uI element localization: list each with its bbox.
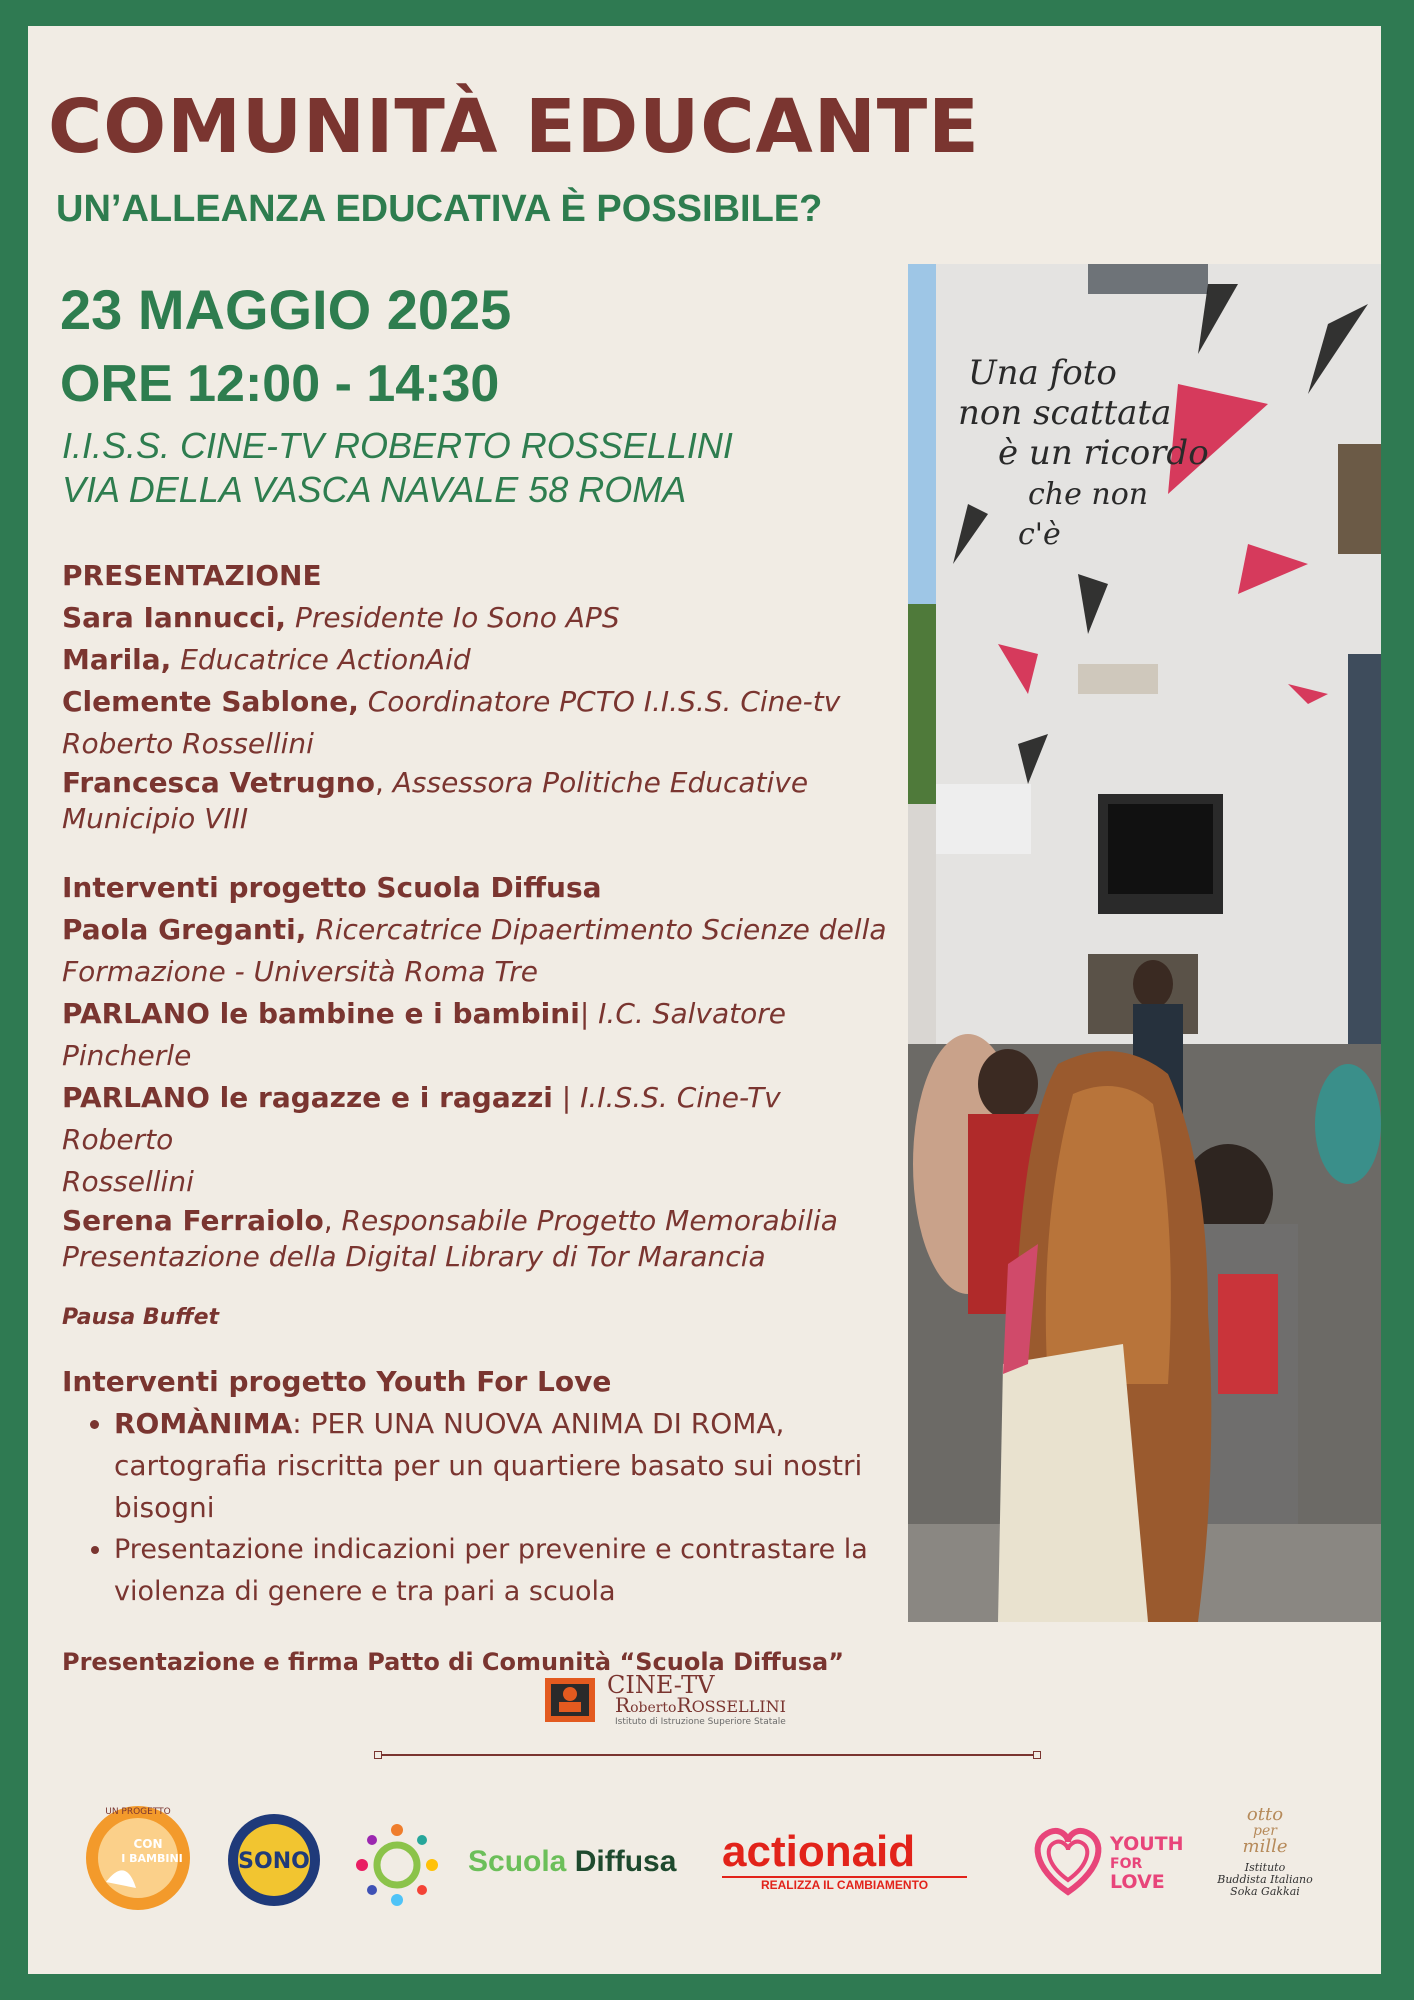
speaker-3-role: Roberto Rossellini: [62, 727, 314, 760]
section-heading-youth-for-love: Interventi progetto Youth For Love: [62, 1365, 612, 1398]
con-i-bambini-logo: [78, 1796, 198, 1920]
venue-address: VIA DELLA VASCA NAVALE 58 ROMA: [62, 469, 687, 510]
scuola-speaker-1-role: Formazione - Università Roma Tre: [62, 955, 538, 988]
sunburst-logo: [352, 1820, 442, 1914]
event-time: ORE 12:00 - 14:30: [60, 355, 500, 413]
event-photo: [908, 264, 1381, 1622]
mural-text-1: Una foto: [968, 353, 1117, 393]
bullet-violenza: • Presentazione indicazioni per prevenire e contrastare la violenza di genere e tra pari a scuola: [114, 1529, 892, 1613]
speaker-4-role: Municipio VIII: [62, 802, 249, 835]
svg-text:FOR: FOR: [1110, 1856, 1143, 1872]
speaker-3: Clemente Sablone, Coordinatore PCTO I.I.S.S. Cine-tv: [62, 685, 841, 718]
event-date: 23 MAGGIO 2025: [60, 278, 512, 341]
actionaid-logo: actionaid REALIZZA IL CAMBIAMENTO: [722, 1830, 967, 1892]
svg-text:I BAMBINI: I BAMBINI: [121, 1852, 183, 1865]
pausa-buffet: Pausa Buffet: [62, 1305, 220, 1330]
cinetv-line1: CINE-TV: [607, 1671, 715, 1699]
venue-name: I.I.S.S. CINE-TV ROBERTO ROSSELLINI: [62, 425, 733, 466]
divider: [380, 1754, 1035, 1756]
scuola-speaker-2: PARLANO le bambine e i bambini| I.C. Salvatore: [62, 997, 786, 1030]
cinetv-rossellini-logo: [545, 1668, 865, 1728]
poster-subtitle: UN’ALLEANZA EDUCATIVA È POSSIBILE?: [56, 188, 823, 230]
mural-text-4: che non: [1028, 477, 1149, 512]
section-heading-presentazione: PRESENTAZIONE: [62, 559, 322, 592]
speaker-4: Francesca Vetrugno, Assessora Politiche Educative: [62, 766, 809, 799]
svg-text:LOVE: LOVE: [1110, 1871, 1165, 1893]
svg-text:CON: CON: [133, 1837, 163, 1851]
bullet-romanima: • ROMÀNIMA: PER UNA NUOVA ANIMA DI ROMA, cartografia riscritta per un quartiere basato sui nostri bisogni: [114, 1403, 892, 1529]
svg-text:YOUTH: YOUTH: [1110, 1833, 1184, 1855]
scuola-speaker-1: Paola Greganti, Ricercatrice Dipaertimento Scienze della: [62, 913, 887, 946]
cinetv-line2: RobertoROSSELLINI: [615, 1693, 786, 1717]
mural-text-5: c'è: [1018, 517, 1061, 552]
scuola-speaker-4-role: Presentazione della Digital Library di Tor Marancia: [62, 1240, 766, 1273]
scuola-speaker-2-role: Pincherle: [62, 1039, 192, 1072]
io-sono-logo: [226, 1812, 322, 1912]
poster-title: COMUNITÀ EDUCANTE: [48, 84, 980, 170]
youth-bullets: [62, 1403, 892, 1613]
scuola-speaker-3: PARLANO le ragazze e i ragazzi | I.I.S.S. Cine-Tv Roberto: [62, 1081, 781, 1156]
scuola-speaker-3-role: Rossellini: [62, 1165, 194, 1198]
program: [62, 555, 892, 1683]
mural-text-2: non scattata: [958, 393, 1172, 433]
youth-for-love-logo: [1028, 1820, 1188, 1904]
mural-text-3: è un ricordo: [998, 433, 1209, 473]
otto-per-mille-logo: otto per mille Istituto Buddista Italiano Soka Gakkai: [1217, 1804, 1313, 1898]
svg-text:UN PROGETTO: UN PROGETTO: [105, 1807, 171, 1817]
speaker-1: Sara Iannucci, Presidente Io Sono APS: [62, 601, 620, 634]
scuola-diffusa-logo: Scuola Diffusa: [468, 1845, 677, 1878]
cinetv-line3: Istituto di Istruzione Superiore Statale: [615, 1717, 786, 1727]
svg-text:SONO: SONO: [238, 1849, 310, 1874]
scuola-speaker-4: Serena Ferraiolo, Responsabile Progetto Memorabilia: [62, 1204, 838, 1237]
closing-line: Presentazione e firma Patto di Comunità “Scuola Diffusa”: [62, 1648, 845, 1676]
section-heading-scuola-diffusa: Interventi progetto Scuola Diffusa: [62, 871, 602, 904]
speaker-2: Marila, Educatrice ActionAid: [62, 643, 471, 676]
